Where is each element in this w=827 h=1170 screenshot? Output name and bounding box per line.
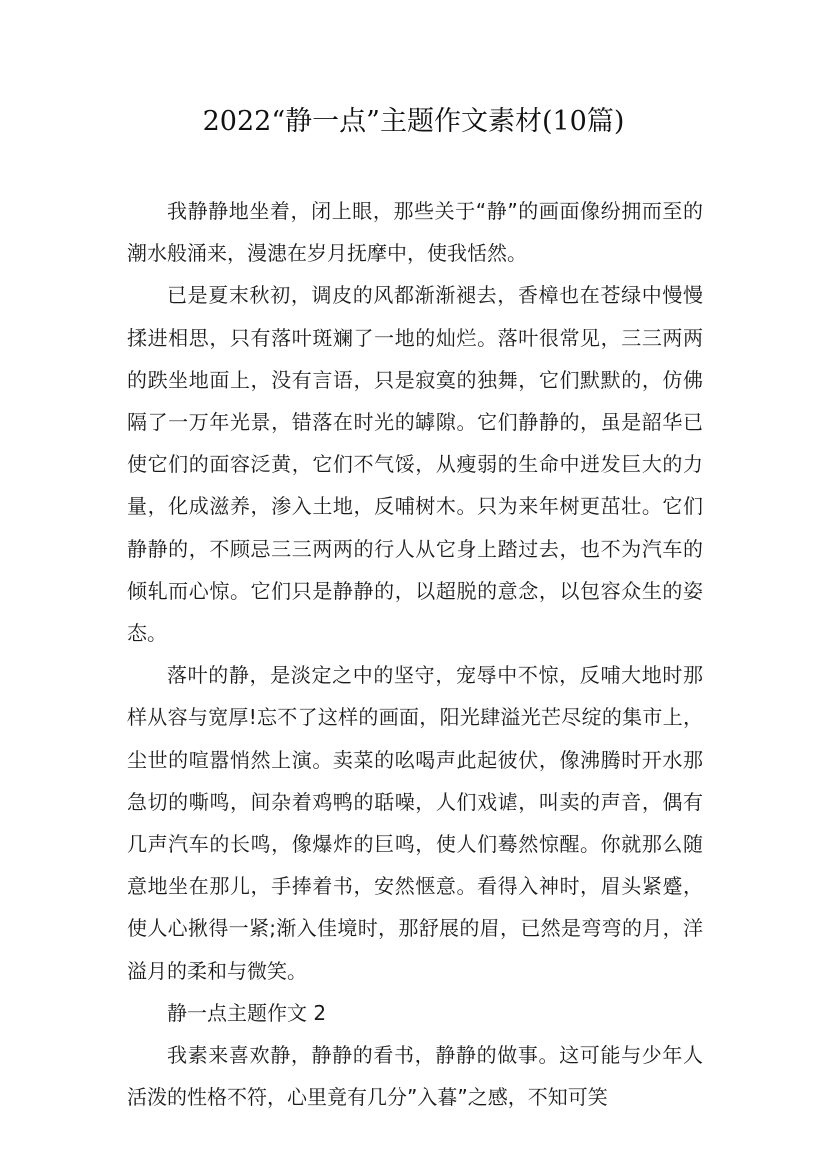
section-heading: 静一点主题作文 2 <box>167 1000 327 1025</box>
document-body <box>127 190 703 1118</box>
document-title: 2022“静一点”主题作文素材(10篇) <box>202 106 625 137</box>
paragraph: 我素来喜欢静，静静的看书，静静的做事。这可能与少年人活泼的性格不符，心里竟有几分”入暮”之感，不知可笑 <box>127 1043 703 1110</box>
paragraph: 我静静地坐着，闭上眼，那些关于“静”的画面像纷拥而至的潮水般涌来，漫漶在岁月抚摩中，使我恬然。 <box>127 199 703 266</box>
paragraph: 落叶的静，是淡定之中的坚守，宠辱中不惊，反哺大地时那样从容与宽厚!忘不了这样的画面，阳光肆溢光芒尽绽的集市上，尘世的喧嚣悄然上演。卖菜的吆喝声此起彼伏，像沸腾时开水那急切的嘶鸣，间杂着鸡鸭的聒噪，人们戏谑，叫卖的声音，偶有几声汽车的长鸣，像爆炸的巨鸣，使人们蓦然惊醒。你就那么随意地坐在那儿，手捧着书，安然惬意。看得入神时，眉头紧蹙，使人心揪得一紧;渐入佳境时，那舒展的眉，已然是弯弯的月，洋溢月的柔和与微笑。 <box>127 663 703 983</box>
paragraph: 已是夏末秋初，调皮的风都渐渐褪去，香樟也在苍绿中慢慢揉进相思，只有落叶斑斓了一地的灿烂。落叶很常见，三三两两的跌坐地面上，没有言语，只是寂寞的独舞，它们默默的，仿佛隔了一万年光景，错落在时光的罅隙。它们静静的，虽是韶华已使它们的面容泛黄，它们不气馁，从瘦弱的生命中迸发巨大的力量，化成滋养，渗入土地，反哺树木。只为来年树更茁壮。它们静静的，不顾忌三三两两的行人从它身上踏过去，也不为汽车的倾轧而心惊。它们只是静静的，以超脱的意念，以包容众生的姿态。 <box>127 283 703 646</box>
